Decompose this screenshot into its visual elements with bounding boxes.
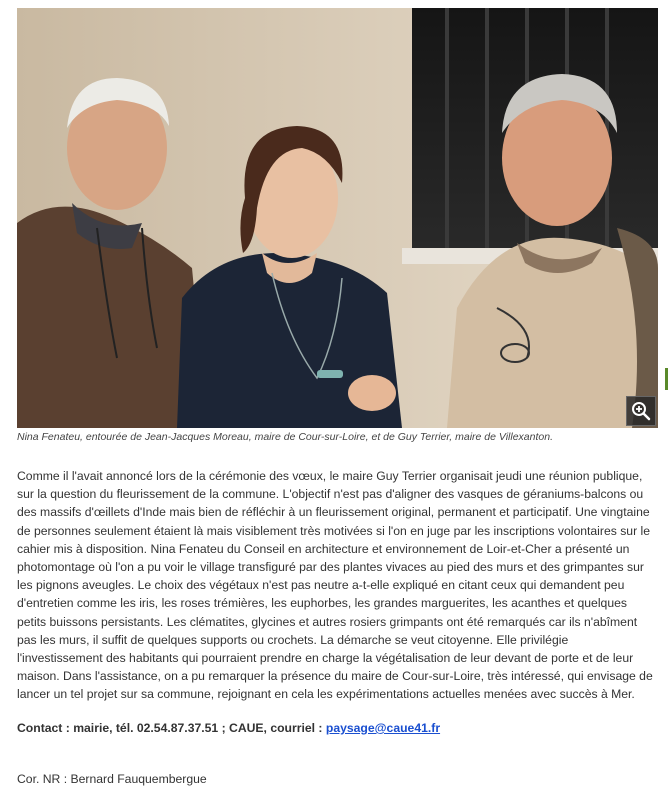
contact-line <box>17 719 440 737</box>
article-body: Comme il l'avait annoncé lors de la cérémonie des vœux, le maire Guy Terrier organisait jeudi une réunion publique, sur la question du fleurissement de la commune. L'objectif n'est pas d'aligner des vasques de géraniums-balcons ou des massifs d'œillets d'Inde mais bien de réfléchir à un fleurissement original, permanent et participatif. Une vingtaine de personnes seulement étaient là mais visiblement très motivées si l'on en juge par les inscriptions volontaires sur le cahier mis à disposition. Nina Fenateu du Conseil en architecture et environnement de Loir-et-Cher a présenté un photomontage où l'on a pu voir le village transfiguré par des plantes vivaces au pied des murs et des grimpantes sur les pignons aveugles. Le choix des végétaux n'est pas neutre a-t-elle expliqué en citant ceux qui demandent peu d'entretien comme les iris, les roses trémières, les euphorbes, les grandes marguerites, les acanthes et quelques petits buissons persistants. Les clématites, glycines et autres rosiers grimpants ont été remarqués car ils n'abîment pas les murs, il suffit de quelques supports ou crochets. La démarche se veut citoyenne. Elle privilégie l'investissement des habitants qui pourraient prendre en charge la végétalisation de leur devant de porte et de leur maison. Dans l'assistance, on a pu remarquer la présence du maire de Cour-sur-Loire, très intéressé, qui envisage de lancer un tel projet sur sa commune, rejoignant en cela les expérimentations actuelles menées avec succès à Mer. <box>17 469 653 702</box>
photo-caption: Nina Fenateu, entourée de Jean-Jacques Moreau, maire de Cour-sur-Loire, et de Guy Terrier, maire de Villexanton. <box>17 431 553 443</box>
zoom-in-icon <box>630 400 652 422</box>
contact-text: Contact : mairie, tél. 02.54.87.37.51 ; CAUE, courriel : <box>17 721 326 735</box>
zoom-button[interactable] <box>626 396 656 426</box>
photo-illustration <box>17 8 658 428</box>
email-link[interactable]: paysage@caue41.fr <box>325 721 441 735</box>
article-photo <box>17 8 658 428</box>
author-credit: Cor. NR : Bernard Fauquembergue <box>17 772 207 786</box>
